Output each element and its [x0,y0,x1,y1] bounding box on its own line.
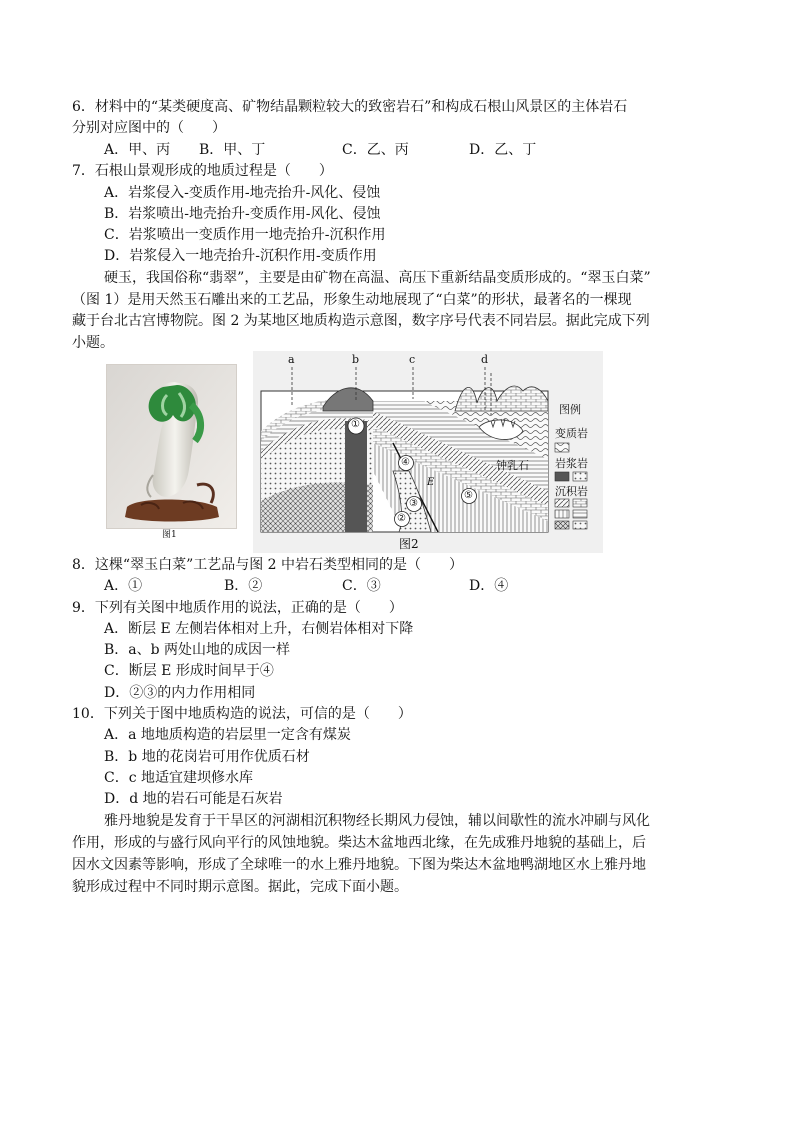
legend-igneous: 岩浆岩 [555,457,588,470]
q7-option-d[interactable]: D．岩浆侵入一地壳抬升-沉积作用-变质作用 [104,248,377,264]
q6-stem-line1: 6．材料中的“某类硬度高、矿物结晶颗粒较大的致密岩石”和构成石根山风景区的主体岩石 [72,99,628,115]
site-label-d: d [481,353,489,366]
jade-cabbage-illustration [107,365,236,528]
figure-2-geologic-section [253,351,603,553]
material2-line2: （图 1）是用天然玉石雕出来的工艺品，形象生动地展现了“白菜”的形状，最著名的一棵现 [72,292,632,308]
q10-option-b[interactable]: B．b 地的花岗岩可用作优质石材 [104,749,310,765]
q10-stem: 10．下列关于图中地质构造的说法，可信的是（ ） [72,706,412,722]
q7-option-b[interactable]: B．岩浆喷出-地壳抬升-变质作用-风化、侵蚀 [104,206,381,222]
stalactite-label: 钟乳石 [496,459,529,472]
figure-1-jade-cabbage-photo [106,364,237,529]
q6-option-d[interactable]: D．乙、丁 [469,142,537,158]
geologic-section-diagram [253,351,603,553]
legend-sedimentary: 沉积岩 [555,485,588,498]
figure-1-caption: 图1 [162,530,177,540]
q9-option-a[interactable]: A．断层 E 左侧岩体相对上升，右侧岩体相对下降 [104,621,414,637]
q9-option-b[interactable]: B．a、b 两处山地的成因一样 [104,642,291,658]
q6-option-c[interactable]: C．乙、丙 [342,142,409,158]
q10-option-c[interactable]: C．c 地适宜建坝修水库 [104,770,254,786]
q8-option-a[interactable]: A．① [104,578,143,594]
site-label-c: c [409,353,416,366]
q7-option-c[interactable]: C．岩浆喷出一变质作用一地壳抬升-沉积作用 [104,227,386,243]
site-label-b: b [352,353,360,366]
fault-label-e: E [427,477,435,488]
q9-option-d[interactable]: D．②③的内力作用相同 [104,685,256,701]
q6-stem-line2: 分别对应图中的（ ） [72,120,226,136]
layer-label-2: ② [397,513,406,524]
q7-option-a[interactable]: A．岩浆侵入-变质作用-地壳抬升-风化、侵蚀 [104,185,381,201]
q9-stem: 9．下列有关图中地质作用的说法，正确的是（ ） [72,600,403,616]
material3-line2: 作用，形成的与盛行风向平行的风蚀地貌。柴达木盆地西北缘，在先成雅丹地貌的基础上，后 [72,835,646,851]
figure-2-caption: 图2 [399,537,419,551]
q7-stem: 7．石根山景观形成的地质过程是（ ） [72,163,333,179]
site-label-a: a [288,353,295,366]
layer-label-4: ④ [401,457,410,468]
material2-line3: 藏于台北古宫博物院。图 2 为某地区地质构造示意图，数字序号代表不同岩层。据此完成下列 [72,313,650,329]
q10-option-d[interactable]: D．d 地的岩石可能是石灰岩 [104,791,283,807]
legend-title: 图例 [559,403,581,416]
material2-line1: 硬玉，我国俗称“翡翠”，主要是由矿物在高温、高压下重新结晶变质形成的。“翠玉白菜” [104,270,651,286]
material3-line4: 貌形成过程中不同时期示意图。据此，完成下面小题。 [72,879,408,895]
q8-option-b[interactable]: B．② [224,578,263,594]
material2-line4: 小题。 [72,335,114,351]
q9-option-c[interactable]: C．断层 E 形成时间早于④ [104,663,274,679]
q6-option-b[interactable]: B．甲、丁 [199,142,266,158]
q8-option-c[interactable]: C．③ [342,578,381,594]
q8-option-d[interactable]: D．④ [469,578,509,594]
material3-line3: 因水文因素等影响，形成了全球唯一的水上雅丹地貌。下图为柴达木盆地鸭湖地区水上雅丹地 [72,857,646,873]
layer-label-3: ③ [409,498,418,509]
q6-option-a[interactable]: A．甲、丙 [104,142,171,158]
q10-option-a[interactable]: A．a 地地质构造的岩层里一定含有煤炭 [104,727,351,743]
material3-line1: 雅丹地貌是发育于干旱区的河湖相沉积物经长期风力侵蚀，辅以间歇性的流水冲刷与风化 [104,813,650,829]
legend-metamorphic: 变质岩 [555,427,588,440]
layer-label-5: ⑤ [464,490,473,501]
layer-label-1: ① [351,419,360,430]
q8-stem: 8．这棵“翠玉白菜”工艺品与图 2 中岩石类型相同的是（ ） [72,557,464,573]
